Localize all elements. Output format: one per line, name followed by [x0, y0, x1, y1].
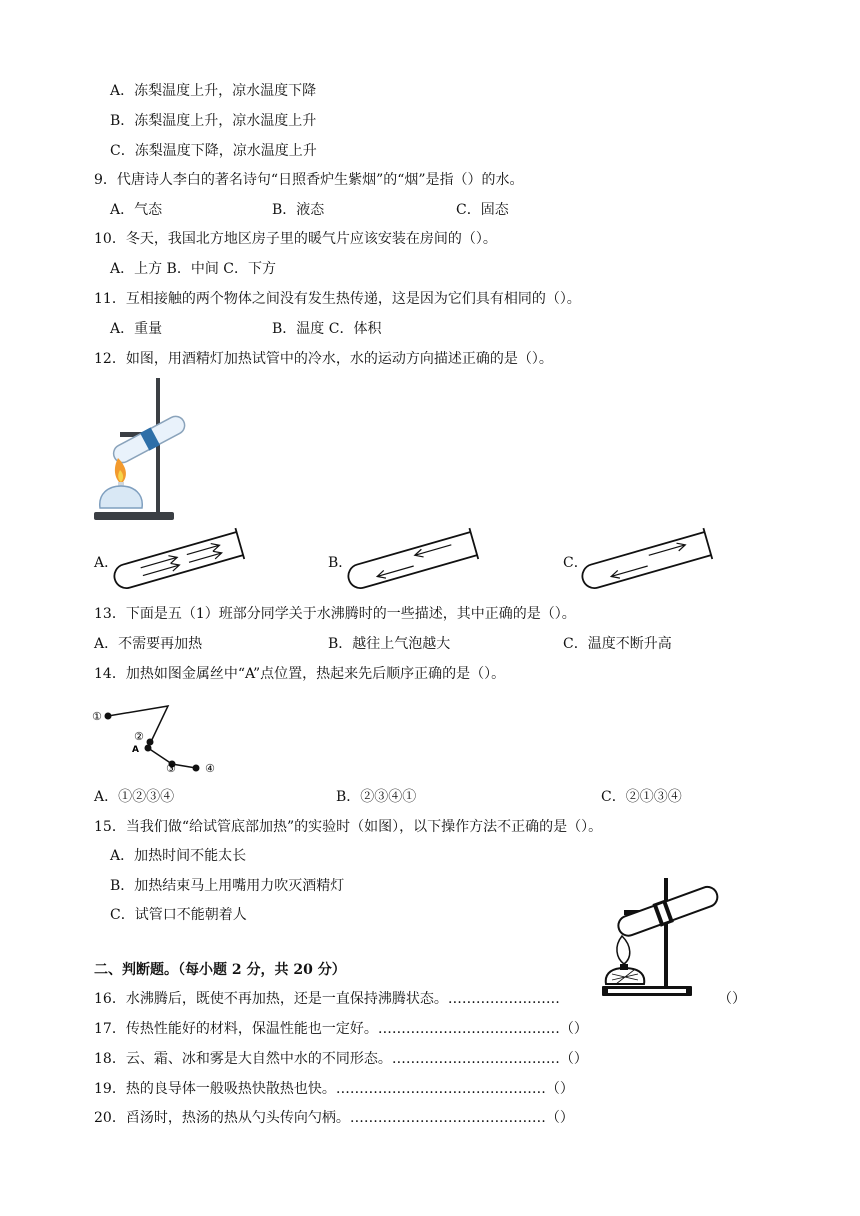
- q19-text: 19．热的良导体一般吸热快散热也快。………………………………………（）: [94, 1081, 574, 1097]
- q13-option-c: C．温度不断升高: [563, 636, 672, 652]
- q12-option-b-label: B．: [328, 555, 353, 571]
- q14-option-b: B．②③④①: [336, 789, 417, 805]
- q10-options: A．上方 B．中间 C．下方: [110, 261, 277, 277]
- q11-stem: 11．互相接触的两个物体之间没有发生热传递，这是因为它们具有相同的（）。: [94, 291, 581, 307]
- q12-option-c-label: C．: [563, 555, 588, 571]
- wire-point-1-label: ①: [92, 710, 102, 723]
- q8-option-b: B．冻梨温度上升，凉水温度上升: [110, 113, 317, 129]
- wire-point-a-label: A: [132, 745, 139, 755]
- q11-option-bc: B．温度 C．体积: [272, 321, 382, 337]
- metal-wire-figure: [92, 704, 232, 780]
- q20-text: 20．舀汤时，热汤的热从勺头传向勺柄。……………………………………（）: [94, 1110, 574, 1126]
- q12-option-a-label: A．: [94, 555, 119, 571]
- test-tube-option-b-figure: [352, 529, 488, 589]
- q8-option-a: A．冻梨温度上升，凉水温度下降: [110, 83, 317, 99]
- q16-paren: （）: [718, 991, 746, 1007]
- q14-option-a: A．①②③④: [94, 789, 175, 805]
- q9-option-b: B．液态: [272, 202, 325, 218]
- wire-point-3-label: ③: [166, 762, 176, 775]
- q11-option-a: A．重量: [110, 321, 163, 337]
- q10-stem: 10．冬天，我国北方地区房子里的暖气片应该安装在房间的（）。: [94, 231, 497, 247]
- q18-text: 18．云、霜、冰和雾是大自然中水的不同形态。………………………………（）: [94, 1051, 588, 1067]
- q13-option-a: A．不需要再加热: [94, 636, 203, 652]
- section-2-title: 二、判断题。（每小题 2 分，共 20 分）: [94, 962, 346, 978]
- q9-option-c: C．固态: [456, 202, 509, 218]
- test-tube-heating-figure: [600, 876, 722, 1002]
- alcohol-lamp-figure: [92, 376, 182, 526]
- q13-option-b: B．越往上气泡越大: [328, 636, 451, 652]
- q12-stem: 12．如图，用酒精灯加热试管中的冷水，水的运动方向描述正确的是（）。: [94, 351, 553, 367]
- wire-point-4-label: ④: [205, 762, 215, 775]
- q15-stem: 15．当我们做“给试管底部加热”的实验时（如图），以下操作方法不正确的是（）。: [94, 819, 603, 835]
- wire-point-2-label: ②: [134, 730, 144, 743]
- q15-option-a: A．加热时间不能太长: [110, 848, 247, 864]
- test-tube-option-a-figure: [118, 529, 254, 589]
- q14-option-c: C．②①③④: [601, 789, 682, 805]
- q9-stem: 9．代唐诗人李白的著名诗句“日照香炉生紫烟”的“烟”是指（）的水。: [94, 172, 524, 188]
- q14-stem: 14．加热如图金属丝中“A”点位置，热起来先后顺序正确的是（）。: [94, 666, 506, 682]
- test-tube-option-c-figure: [586, 529, 722, 589]
- q16-text: 16．水沸腾后，既使不再加热，还是一直保持沸腾状态。……………………: [94, 991, 560, 1007]
- q15-option-c: C．试管口不能朝着人: [110, 907, 247, 923]
- q17-text: 17．传热性能好的材料，保温性能也一定好。…………………………………（）: [94, 1021, 588, 1037]
- q9-option-a: A．气态: [110, 202, 163, 218]
- q8-option-c: C．冻梨温度下降，凉水温度上升: [110, 143, 317, 159]
- q15-option-b: B．加热结束马上用嘴用力吹灭酒精灯: [110, 878, 345, 894]
- q13-stem: 13．下面是五（1）班部分同学关于水沸腾时的一些描述，其中正确的是（）。: [94, 606, 576, 622]
